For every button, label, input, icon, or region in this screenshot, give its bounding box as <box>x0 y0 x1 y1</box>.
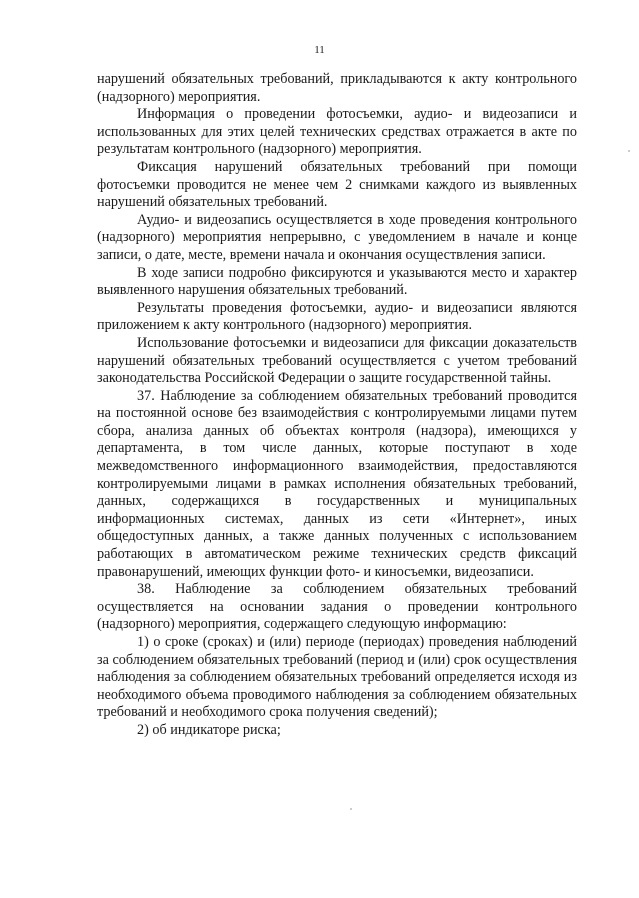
paragraph-item-37: 37. Наблюдение за соблюдением обязательных требований проводится на постоянной основе без взаимодействия с контролируемыми лицами путем сбора, анализа данных об объектах контроля (надзора), имеющихся у департамента, в том числе данных, которые поступают в ходе межведомственного информационного взаимодействия, предоставляются контролируемыми лицами в рамках исполнения обязательных требований, данных, содержащихся в государственных и муниципальных информационных системах, данных из сети «Интернет», иных общедоступных данных, а также данных полученных с использованием работающих в автоматическом режиме технических средств фиксаций правонарушений, имеющих функции фото- и киносъемки, видеозаписи. <box>97 387 577 580</box>
page-number: 11 <box>314 44 325 56</box>
paragraph-audio-video: Аудио- и видеозапись осуществляется в ходе проведения контрольного (надзорного) мероприятия непрерывно, с уведомлением в начале и конце записи, о дате, месте, времени начала и окончания осуществления записи. <box>97 211 577 263</box>
paragraph-state-secret: Использование фотосъемки и видеозаписи для фиксации доказательств нарушений обязательных требований осуществляется с учетом требований законодательства Российской Федерации о защите государственной тайны. <box>97 334 577 387</box>
paragraph-recording-details: В ходе записи подробно фиксируются и указываются место и характер выявленного нарушения обязательных требований. <box>97 264 577 299</box>
scan-speck <box>350 808 352 810</box>
scan-speck <box>628 150 630 152</box>
paragraph-subitem-1: 1) о сроке (сроках) и (или) периоде (периодах) проведения наблюдений за соблюдением обязательных требований (период и (или) срок осуществления наблюдения за соблюдением обязательных требований определяется исходя из необходимого объема проводимого наблюдения за соблюдением обязательных требований и необходимого срока получения сведений); <box>97 634 577 721</box>
paragraph-recording-info: Информация о проведении фотосъемки, аудио- и видеозаписи и использованных для этих целей технических средствах отражается в акте по результатам контрольного (надзорного) мероприятия. <box>97 106 577 158</box>
document-body <box>97 71 577 740</box>
paragraph-item-38: 38. Наблюдение за соблюдением обязательных требований осуществляется на основании задания о проведении контрольного (надзорного) мероприятия, содержащего следующую информацию: <box>97 581 577 633</box>
paragraph-subitem-2: 2) об индикаторе риска; <box>137 721 281 738</box>
paragraph-photo-fixation: Фиксация нарушений обязательных требований при помощи фотосъемки проводится не менее чем 2 снимками каждого из выявленных нарушений обязательных требований. <box>97 158 577 211</box>
paragraph-continuation: нарушений обязательных требований, прикладываются к акту контрольного (надзорного) мероприятия. <box>97 71 577 105</box>
paragraph-results-attachment: Результаты проведения фотосъемки, аудио- и видеозаписи являются приложением к акту контрольного (надзорного) мероприятия. <box>97 299 577 334</box>
